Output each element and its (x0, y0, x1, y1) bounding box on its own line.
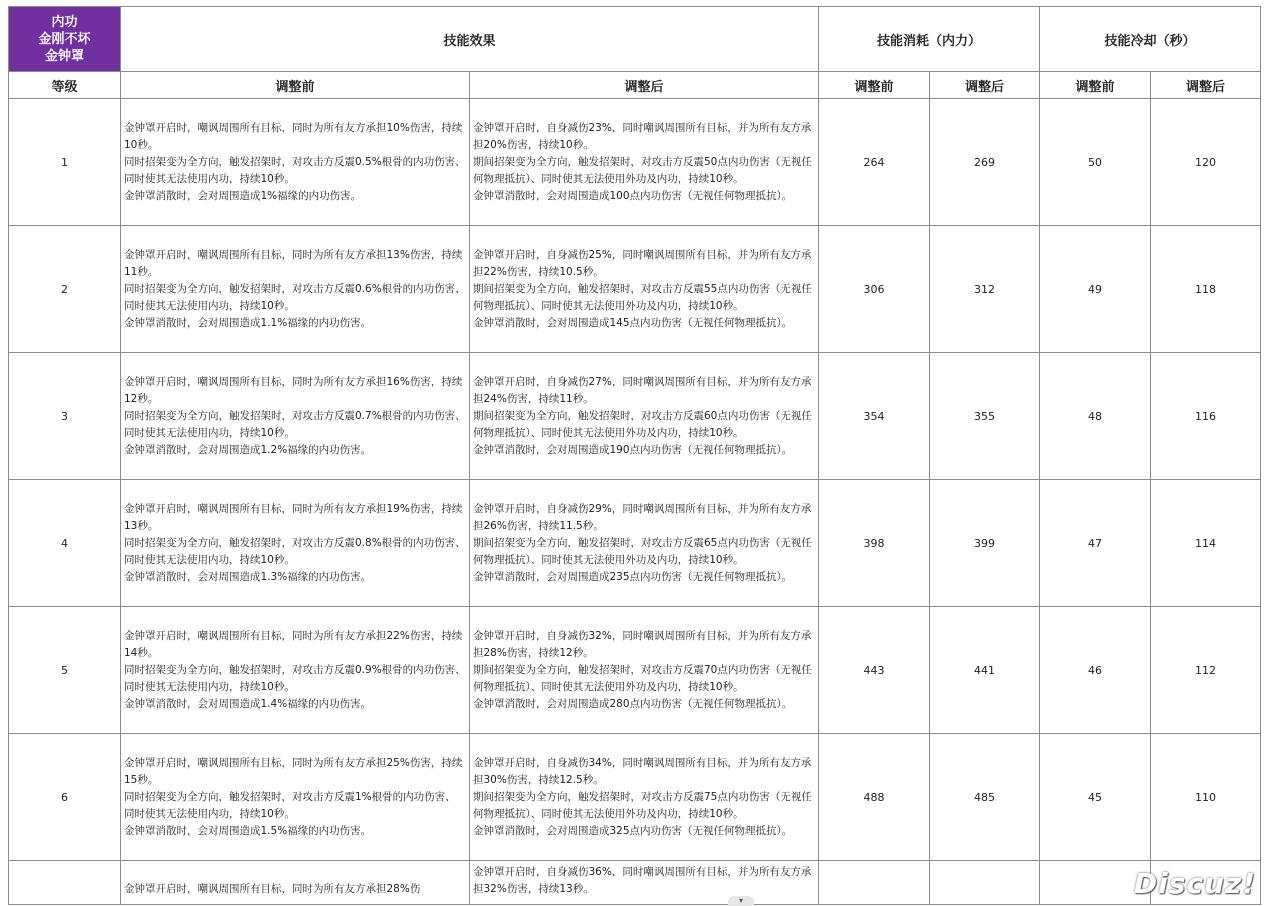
level-cell: 1 (9, 99, 121, 226)
cd-before-header: 调整前 (1040, 72, 1151, 99)
effect-before-cell: 金钟罩开启时，嘲讽周围所有目标，同时为所有友方承担19%伤害，持续13秒。 同时招架变为全方向，触发招架时，对攻击方反震0.8%根骨的内功伤害、同时使其无法使用内功，持续10秒。 金钟罩消散时，会对周围造成1.3%福缘的内功伤害。 (121, 480, 470, 607)
cost-after-cell: 485 (930, 734, 1040, 861)
effect-before-header: 调整前 (121, 72, 470, 99)
cost-before-cell: 306 (819, 226, 930, 353)
effect-before-cell: 金钟罩开启时，嘲讽周围所有目标，同时为所有友方承担10%伤害，持续10秒。 同时招架变为全方向，触发招架时，对攻击方反震0.5%根骨的内功伤害、同时使其无法使用内功，持续10秒。 金钟罩消散时，会对周围造成1%福缘的内功伤害。 (121, 99, 470, 226)
table-row (9, 226, 1261, 353)
cost-before-cell: 264 (819, 99, 930, 226)
effect-after-cell: 金钟罩开启时，自身减伤34%，同时嘲讽周围所有目标，并为所有友方承担30%伤害，持续12.5秒。 期间招架变为全方向，触发招架时，对攻击方反震75点内功伤害（无视任何物理抵抗）、同时使其无法使用外功及内功，持续10秒。 金钟罩消散时，会对周围造成325点内功伤害（无视任何物理抵抗）。 (470, 734, 819, 861)
effect-after-cell: 金钟罩开启时，自身减伤36%，同时嘲讽周围所有目标，并为所有友方承担32%伤害，持续13秒。 (470, 861, 819, 905)
cd-after-header: 调整后 (1151, 72, 1261, 99)
effect-after-cell: 金钟罩开启时，自身减伤23%，同时嘲讽周围所有目标，并为所有友方承担20%伤害，持续10秒。 期间招架变为全方向，触发招架时，对攻击方反震50点内功伤害（无视任何物理抵抗）、同时使其无法使用外功及内功，持续10秒。 金钟罩消散时，会对周围造成100点内功伤害（无视任何物理抵抗）。 (470, 99, 819, 226)
effect-before-cell: 金钟罩开启时，嘲讽周围所有目标，同时为所有友方承担22%伤害，持续14秒。 同时招架变为全方向，触发招架时，对攻击方反震0.9%根骨的内功伤害、同时使其无法使用内功，持续10秒。 金钟罩消散时，会对周围造成1.4%福缘的内功伤害。 (121, 607, 470, 734)
cost-after-cell: 312 (930, 226, 1040, 353)
effect-after-cell: 金钟罩开启时，自身减伤29%，同时嘲讽周围所有目标，并为所有友方承担26%伤害，持续11.5秒。 期间招架变为全方向，触发招架时，对攻击方反震65点内功伤害（无视任何物理抵抗）、同时使其无法使用外功及内功，持续10秒。 金钟罩消散时，会对周围造成235点内功伤害（无视任何物理抵抗）。 (470, 480, 819, 607)
cd-after-cell: 118 (1151, 226, 1261, 353)
cost-after-cell: 399 (930, 480, 1040, 607)
cost-before-header: 调整前 (819, 72, 930, 99)
cd-before-cell: 46 (1040, 607, 1151, 734)
level-cell: 4 (9, 480, 121, 607)
cd-after-cell: 116 (1151, 353, 1261, 480)
skill-name: 金刚不坏 (38, 31, 91, 47)
cd-before-cell: 47 (1040, 480, 1151, 607)
effect-before-cell: 金钟罩开启时，嘲讽周围所有目标，同时为所有友方承担25%伤害，持续15秒。 同时招架变为全方向，触发招架时，对攻击方反震1%根骨的内功伤害、同时使其无法使用内功，持续10秒。 金钟罩消散时，会对周围造成1.5%福缘的内功伤害。 (121, 734, 470, 861)
cost-header: 技能消耗（内力） (819, 7, 1040, 72)
effect-after-cell: 金钟罩开启时，自身减伤32%，同时嘲讽周围所有目标，并为所有友方承担28%伤害，持续12秒。 期间招架变为全方向，触发招架时，对攻击方反震70点内功伤害（无视任何物理抵抗）、同时使其无法使用外功及内功，持续10秒。 金钟罩消散时，会对周围造成280点内功伤害（无视任何物理抵抗）。 (470, 607, 819, 734)
cost-after-cell: 269 (930, 99, 1040, 226)
table-row (9, 99, 1261, 226)
cd-after-cell: 112 (1151, 607, 1261, 734)
level-cell: 5 (9, 607, 121, 734)
skill-table-sheet (8, 6, 1260, 905)
effect-after-header: 调整后 (470, 72, 819, 99)
cd-before-cell: 45 (1040, 734, 1151, 861)
table-row (9, 480, 1261, 607)
cooldown-header: 技能冷却（秒） (1040, 7, 1261, 72)
level-cell: 6 (9, 734, 121, 861)
cost-after-header: 调整后 (930, 72, 1040, 99)
level-cell: 3 (9, 353, 121, 480)
scroll-down-indicator[interactable]: ▾ (728, 896, 754, 906)
level-cell (9, 861, 121, 905)
cost-before-cell: 354 (819, 353, 930, 480)
cd-before-cell: 49 (1040, 226, 1151, 353)
cost-before-cell: 488 (819, 734, 930, 861)
level-header: 等级 (9, 72, 121, 99)
cd-before-cell: 48 (1040, 353, 1151, 480)
cd-before-cell: 50 (1040, 99, 1151, 226)
table-row (9, 861, 1261, 905)
cd-after-cell: 120 (1151, 99, 1261, 226)
effect-after-cell: 金钟罩开启时，自身减伤25%，同时嘲讽周围所有目标，并为所有友方承担22%伤害，持续10.5秒。 期间招架变为全方向，触发招架时，对攻击方反震55点内功伤害（无视任何物理抵抗）、同时使其无法使用外功及内功，持续10秒。 金钟罩消散时，会对周围造成145点内功伤害（无视任何物理抵抗）。 (470, 226, 819, 353)
table-row (9, 353, 1261, 480)
effect-before-cell: 金钟罩开启时，嘲讽周围所有目标，同时为所有友方承担16%伤害，持续12秒。 同时招架变为全方向，触发招架时，对攻击方反震0.7%根骨的内功伤害、同时使其无法使用内功，持续10秒。 金钟罩消散时，会对周围造成1.2%福缘的内功伤害。 (121, 353, 470, 480)
cd-after-cell: 110 (1151, 734, 1261, 861)
cost-before-cell: 443 (819, 607, 930, 734)
effect-before-cell: 金钟罩开启时，嘲讽周围所有目标，同时为所有友方承担13%伤害，持续11秒。 同时招架变为全方向，触发招架时，对攻击方反震0.6%根骨的内功伤害、同时使其无法使用内功，持续10秒。 金钟罩消散时，会对周围造成1.1%福缘的内功伤害。 (121, 226, 470, 353)
effect-before-cell: 金钟罩开启时，嘲讽周围所有目标，同时为所有友方承担28%伤 (121, 861, 470, 905)
subheader-row (9, 72, 1261, 99)
skill-category: 内功 (51, 14, 78, 30)
level-cell: 2 (9, 226, 121, 353)
effect-after-cell: 金钟罩开启时，自身减伤27%，同时嘲讽周围所有目标，并为所有友方承担24%伤害，持续11秒。 期间招架变为全方向，触发招架时，对攻击方反震60点内功伤害（无视任何物理抵抗）、同时使其无法使用外功及内功，持续10秒。 金钟罩消散时，会对周围造成190点内功伤害（无视任何物理抵抗）。 (470, 353, 819, 480)
discuz-watermark: Discuz! (1133, 867, 1256, 900)
effect-header: 技能效果 (121, 7, 819, 72)
cost-after-cell: 355 (930, 353, 1040, 480)
header-row (9, 7, 1261, 72)
cost-before-cell: 398 (819, 480, 930, 607)
table-row (9, 607, 1261, 734)
cd-after-cell: 114 (1151, 480, 1261, 607)
cost-after-cell (930, 861, 1040, 905)
cost-after-cell: 441 (930, 607, 1040, 734)
skill-subname: 金钟罩 (44, 48, 84, 64)
table-row (9, 734, 1261, 861)
skill-table (8, 6, 1261, 905)
skill-title-cell (9, 7, 121, 72)
cost-before-cell (819, 861, 930, 905)
